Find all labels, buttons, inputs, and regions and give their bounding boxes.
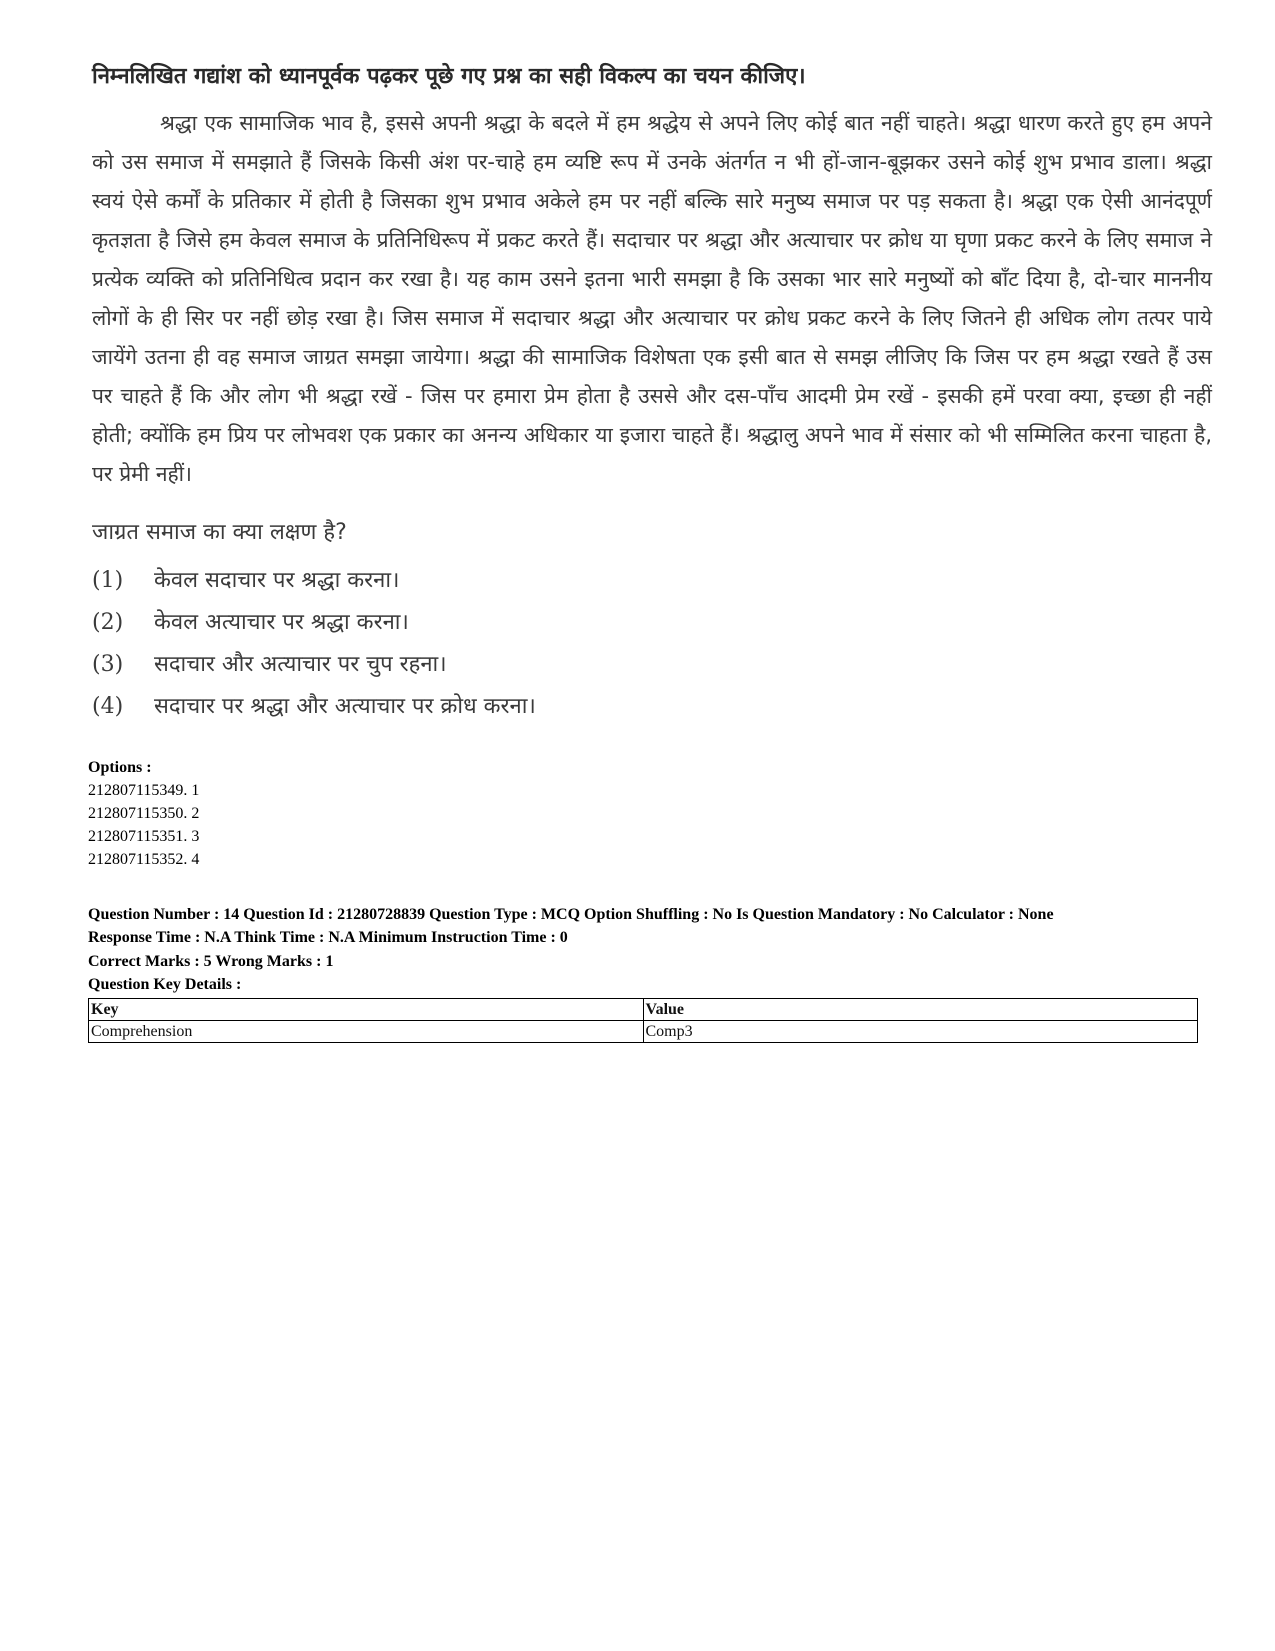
table-header-row <box>89 999 1198 1021</box>
table-cell-value: Comp3 <box>643 1021 1198 1043</box>
answer-option-2 <box>92 602 1212 644</box>
question-scan-image <box>92 60 1212 728</box>
key-details-label: Question Key Details : <box>88 976 242 993</box>
option-id: 212807115351. 3 <box>88 828 200 845</box>
option-id: 212807115352. 4 <box>88 851 200 868</box>
question-info <box>88 903 1198 996</box>
option-text: सदाचार और अत्याचार पर चुप रहना। <box>154 652 447 677</box>
option-number: (2) <box>92 610 124 635</box>
option-id: 212807115350. 2 <box>88 805 200 822</box>
passage-text: श्रद्धा एक सामाजिक भाव है, इससे अपनी श्रद्धा के बदले में हम श्रद्धेय से अपने लिए कोई बात नहीं चाहते। श्रद्धा धारण करते हुए हम अपने को उस समाज में समझाते हैं जिसके किसी अंश पर-चाहे हम व्यष्टि रूप में उनके अंतर्गत न भी हों-जान-बूझकर उसने कोई शुभ प्रभाव डाला। श्रद्धा स्वयं ऐसे कर्मों के प्रतिकार में होती है जिसका शुभ प्रभाव अकेले हम पर नहीं बल्कि सारे मनुष्य समाज पर पड़ सकता है। श्रद्धा एक ऐसी आनंदपूर्ण कृतज्ञता है जिसे हम केवल समाज के प्रतिनिधिरूप में प्रकट करते हैं। सदाचार पर श्रद्धा और अत्याचार पर क्रोध या घृणा प्रकट करने के लिए समाज ने प्रत्येक व्यक्ति को प्रतिनिधित्व प्रदान कर रखा है। यह काम उसने इतना भारी समझा है कि उसका भार सारे मनुष्यों को बाँट दिया है, दो-चार माननीय लोगों के ही सिर पर नहीं छोड़ रखा है। जिस समाज में सदाचार श्रद्धा और अत्याचार पर क्रोध प्रकट करने के लिए जितने ही अधिक लोग तत्पर पाये जायेंगे उतना ही वह समाज जाग्रत समझा जायेगा। श्रद्धा की सामाजिक विशेषता एक इसी बात से समझ लीजिए कि जिस पर हम श्रद्धा रखते हैं उस पर चाहते हैं कि और लोग भी श्रद्धा रखें - जिस पर हमारा प्रेम होता है उससे और दस-पाँच आदमी प्रेम रखें - इसकी हमें परवा क्या, इच्छा ही नहीं होती; क्योंकि हम प्रिय पर लोभवश एक प्रकार का अनन्य अधिकार या इजारा चाहते हैं। श्रद्धालु अपने भाव में संसार को भी सम्मिलित करना चाहता है, पर प्रेमी नहीं। <box>92 111 1212 486</box>
answer-option-4 <box>92 686 1212 728</box>
options-list <box>88 756 1198 871</box>
option-number: (1) <box>92 568 124 593</box>
option-text: केवल सदाचार पर श्रद्धा करना। <box>154 568 400 593</box>
option-text: केवल अत्याचार पर श्रद्धा करना। <box>154 610 409 635</box>
answer-option-3 <box>92 644 1212 686</box>
table-header-key: Key <box>89 999 644 1021</box>
option-number: (3) <box>92 652 124 677</box>
table-header-value: Value <box>643 999 1198 1021</box>
instruction-text: निम्नलिखित गद्यांश को ध्यानपूर्वक पढ़कर पूछे गए प्रश्न का सही विकल्प का चयन कीजिए। <box>92 64 806 89</box>
question-text: जाग्रत समाज का क्या लक्षण है? <box>92 520 347 545</box>
answer-option-1 <box>92 560 1212 602</box>
table-cell-key: Comprehension <box>89 1021 644 1043</box>
question-info-line2: Response Time : N.A Think Time : N.A Minimum Instruction Time : 0 <box>88 929 568 946</box>
option-id: 212807115349. 1 <box>88 782 200 799</box>
table-row <box>89 1021 1198 1043</box>
key-details-table <box>88 998 1198 1043</box>
option-text: सदाचार पर श्रद्धा और अत्याचार पर क्रोध करना। <box>154 694 536 719</box>
options-label: Options : <box>88 759 152 776</box>
marks-line: Correct Marks : 5 Wrong Marks : 1 <box>88 953 334 970</box>
option-number: (4) <box>92 694 124 719</box>
question-info-line1: Question Number : 14 Question Id : 21280728839 Question Type : MCQ Option Shuffling : No Is Question Mandatory : No Calculator : None <box>88 906 1054 923</box>
